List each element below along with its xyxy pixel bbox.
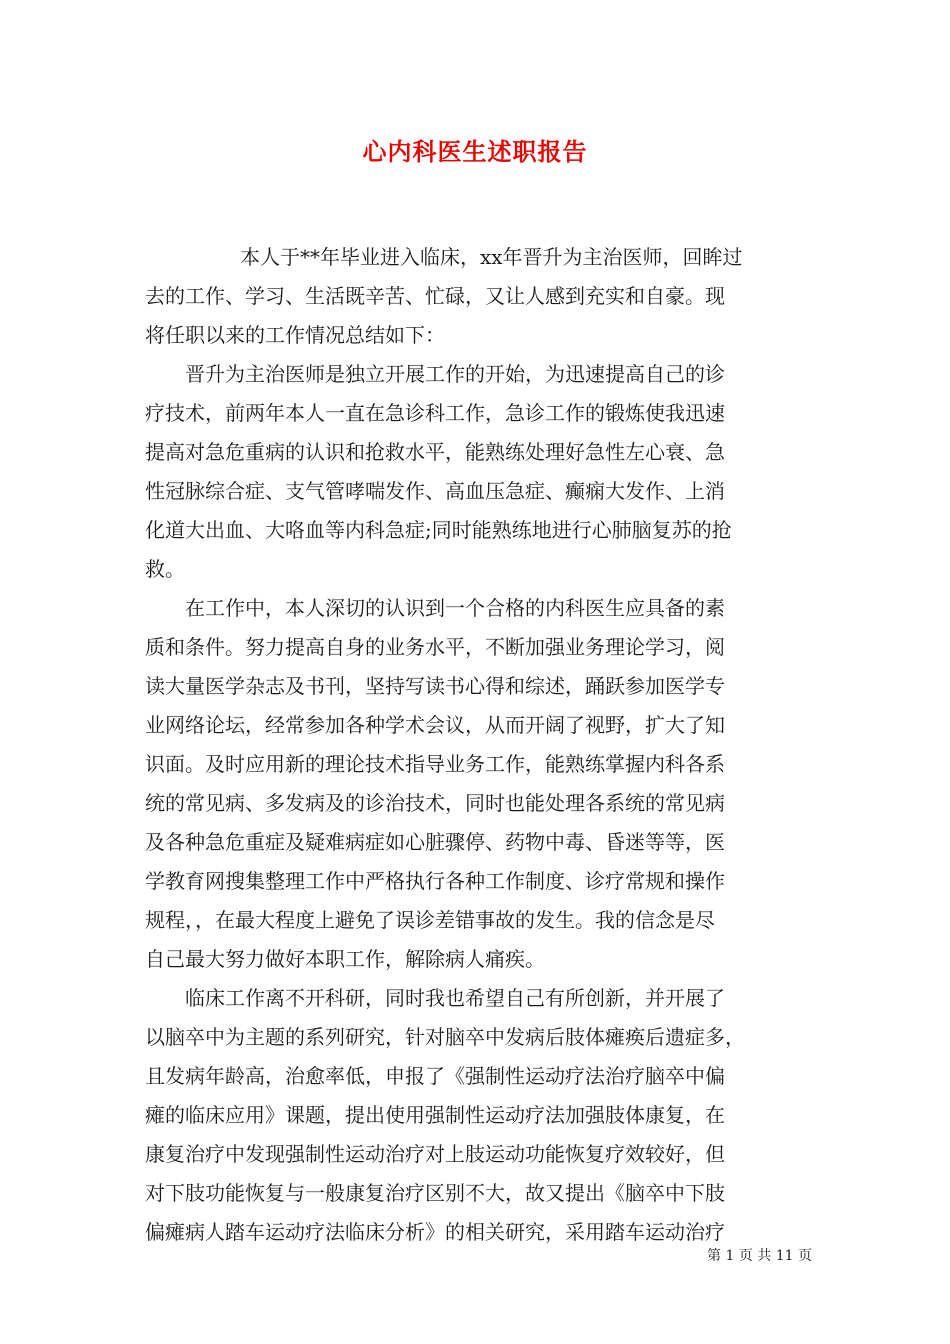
body-line: 业网络论坛，经常参加各种学术会议，从而开阔了视野，扩大了知 — [145, 713, 725, 737]
body-line: 偏瘫病人踏车运动疗法临床分析》的相关研究，采用踏车运动治疗 — [145, 1220, 725, 1244]
body-line: 以脑卒中为主题的系列研究，针对脑卒中发病后肢体瘫痪后遗症多， — [145, 1025, 745, 1049]
body-line: 在工作中，本人深切的认识到一个合格的内科医生应具备的素 — [185, 596, 725, 620]
body-line: 自己最大努力做好本职工作，解除病人痛疾。 — [145, 947, 545, 971]
body-line: 读大量医学杂志及书刊，坚持写读书心得和综述，踊跃参加医学专 — [145, 674, 725, 698]
body-line: 且发病年龄高，治愈率低，申报了《强制性运动疗法治疗脑卒中偏 — [145, 1064, 725, 1088]
body-line: 提高对急危重病的认识和抢救水平，能熟练处理好急性左心衰、急 — [145, 440, 725, 464]
body-line: 统的常见病、多发病及的诊治技术，同时也能处理各系统的常见病 — [145, 791, 725, 815]
body-line: 及各种急危重症及疑难病症如心脏骤停、药物中毒、昏迷等等，医 — [145, 830, 725, 854]
body-line: 化道大出血、大咯血等内科急症;同时能熟练地进行心肺脑复苏的抢 — [145, 518, 732, 542]
document-title: 心内科医生述职报告 — [362, 137, 588, 166]
body-line: 将任职以来的工作情况总结如下： — [145, 323, 445, 347]
page-number: 第 1 页 共 11 页 — [707, 1248, 812, 1264]
body-line: 去的工作、学习、生活既辛苦、忙碌，又让人感到充实和自豪。现 — [145, 284, 725, 308]
body-line: 救。 — [145, 557, 185, 581]
body-line: 质和条件。努力提高自身的业务水平，不断加强业务理论学习，阅 — [145, 635, 725, 659]
body-line: 规程，，在最大程度上避免了误诊差错事故的发生。我的信念是尽 — [145, 908, 715, 932]
body-line: 晋升为主治医师是独立开展工作的开始，为迅速提高自己的诊 — [185, 362, 725, 386]
body-line: 性冠脉综合症、支气管哮喘发作、高血压急症、癫痫大发作、上消 — [145, 479, 725, 503]
body-line: 学教育网搜集整理工作中严格执行各种工作制度、诊疗常规和操作 — [145, 869, 725, 893]
body-line: 识面。及时应用新的理论技术指导业务工作，能熟练掌握内科各系 — [145, 752, 725, 776]
body-line: 对下肢功能恢复与一般康复治疗区别不大，故又提出《脑卒中下肢 — [145, 1181, 725, 1205]
body-line: 疗技术，前两年本人一直在急诊科工作，急诊工作的锻炼使我迅速 — [145, 401, 725, 425]
body-line: 康复治疗中发现强制性运动治疗对上肢运动功能恢复疗效较好，但 — [145, 1142, 725, 1166]
body-line: 本人于**年毕业进入临床，xx年晋升为主治医师，回眸过 — [240, 245, 743, 269]
body-line: 临床工作离不开科研，同时我也希望自己有所创新，并开展了 — [185, 986, 725, 1010]
body-line: 瘫的临床应用》课题，提出使用强制性运动疗法加强肢体康复，在 — [145, 1103, 725, 1127]
